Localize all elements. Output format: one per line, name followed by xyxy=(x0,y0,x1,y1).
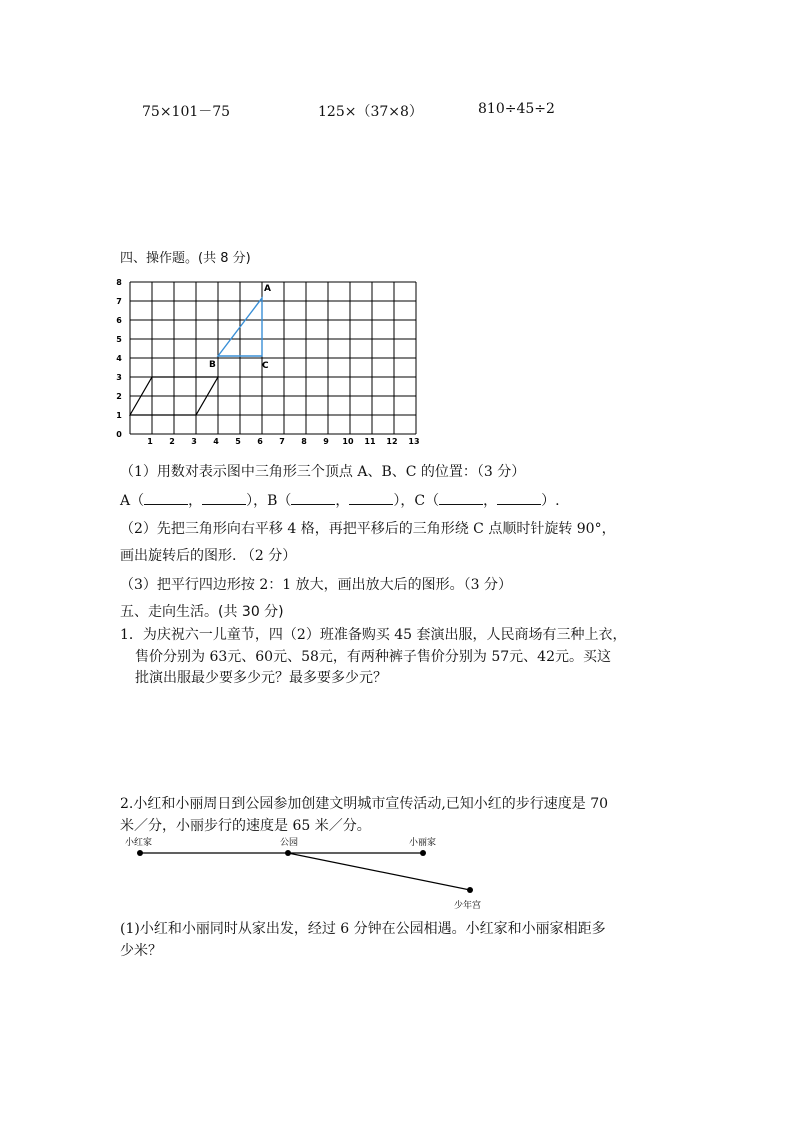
x-tick-label: 7 xyxy=(279,437,285,446)
x-tick-label: 5 xyxy=(235,437,241,446)
point-label-b: B xyxy=(209,360,216,370)
answer-end: ）. xyxy=(541,493,560,509)
x-tick-label: 13 xyxy=(408,437,420,446)
problem2-q1-line1: (1)小红和小丽同时从家出发，经过 6 分钟在公园相遇。小红家和小丽家相距多 xyxy=(120,921,606,937)
y-tick-label: 1 xyxy=(116,411,122,420)
section4-q2-line2: 画出旋转后的图形. （2 分） xyxy=(120,548,297,564)
answer-a-sep: ， xyxy=(188,493,203,509)
x-tick-label: 1 xyxy=(147,437,153,446)
answer-b-prefix: ），B（ xyxy=(246,493,292,509)
x-tick-label: 11 xyxy=(364,437,376,446)
answer-b-sep: ， xyxy=(335,493,350,509)
x-tick-label: 12 xyxy=(386,437,398,446)
xiaohong-home-label: 小红家 xyxy=(125,838,153,848)
section4-q3: （3）把平行四边形按 2：1 放大，画出放大后的图形。（3 分） xyxy=(120,577,512,593)
x-tick-label: 8 xyxy=(301,437,307,446)
xiaoli-home-label: 小丽家 xyxy=(409,838,437,848)
problem1-line1: 1．为庆祝六一儿童节，四（2）班准备购买 45 套演出服，人民商场有三种上衣， xyxy=(120,627,627,643)
answer-a-prefix: A（ xyxy=(120,493,145,509)
answer-c-y-blank[interactable] xyxy=(497,492,541,505)
x-tick-label: 10 xyxy=(342,437,354,446)
problem1-line3: 批演出服最少要多少元？最多要多少元？ xyxy=(135,670,387,686)
y-tick-label: 3 xyxy=(116,373,122,382)
answer-a-x-blank[interactable] xyxy=(144,492,188,505)
park-point xyxy=(285,850,291,856)
answer-a-y-blank[interactable] xyxy=(202,492,246,505)
expression-2: 125×（37×8） xyxy=(318,104,423,120)
point-label-a: A xyxy=(264,284,271,294)
y-tick-label: 2 xyxy=(116,392,122,401)
answer-c-prefix: ），C（ xyxy=(393,493,440,509)
route-map xyxy=(118,832,482,912)
expression-3: 810÷45÷2 xyxy=(478,101,555,117)
x-tick-label: 4 xyxy=(213,437,219,446)
answer-b-y-blank[interactable] xyxy=(349,492,393,505)
answer-b-x-blank[interactable] xyxy=(291,492,335,505)
youth-palace-point xyxy=(467,887,473,893)
y-tick-label: 8 xyxy=(116,278,122,287)
youth-palace-label: 少年宫 xyxy=(454,901,482,911)
problem2-line2: 米／分，小丽步行的速度是 65 米／分。 xyxy=(120,818,371,834)
x-tick-label: 3 xyxy=(191,437,197,446)
answer-c-sep: ， xyxy=(483,493,498,509)
y-tick-label: 4 xyxy=(116,354,122,363)
y-tick-label: 5 xyxy=(116,335,122,344)
section5-heading: 五、走向生活。(共 30 分) xyxy=(120,604,284,620)
park-label: 公园 xyxy=(280,838,299,848)
section4-q1: （1）用数对表示图中三角形三个顶点 A、B、C 的位置：（3 分） xyxy=(120,464,526,480)
y-tick-label: 7 xyxy=(116,297,122,306)
xiaoli-home-point xyxy=(420,850,426,856)
problem1-line2: 售价分别为 63元、60元、58元，有两种裤子售价分别为 57元、42元。买这 xyxy=(135,649,611,665)
problem2-line1: 2.小红和小丽周日到公园参加创建文明城市宣传活动,已知小红的步行速度是 70 xyxy=(120,796,609,812)
y-tick-label: 6 xyxy=(116,316,122,325)
point-label-c: C xyxy=(262,361,269,371)
x-tick-label: 2 xyxy=(169,437,175,446)
answer-c-x-blank[interactable] xyxy=(439,492,483,505)
xiaohong-home-point xyxy=(137,850,143,856)
coordinate-grid xyxy=(112,272,422,448)
section4-q2-line1: （2）先把三角形向右平移 4 格，再把平移后的三角形绕 C 点顺时针旋转 90°， xyxy=(120,521,616,537)
x-tick-label: 6 xyxy=(257,437,263,446)
q1-answer-row xyxy=(120,490,560,510)
problem2-q1-line2: 少米？ xyxy=(120,943,162,959)
y-tick-label: 0 xyxy=(116,430,122,439)
x-tick-label: 9 xyxy=(323,437,329,446)
section4-heading: 四、操作题。(共 8 分) xyxy=(120,251,251,266)
expression-1: 75×101－75 xyxy=(142,104,231,120)
